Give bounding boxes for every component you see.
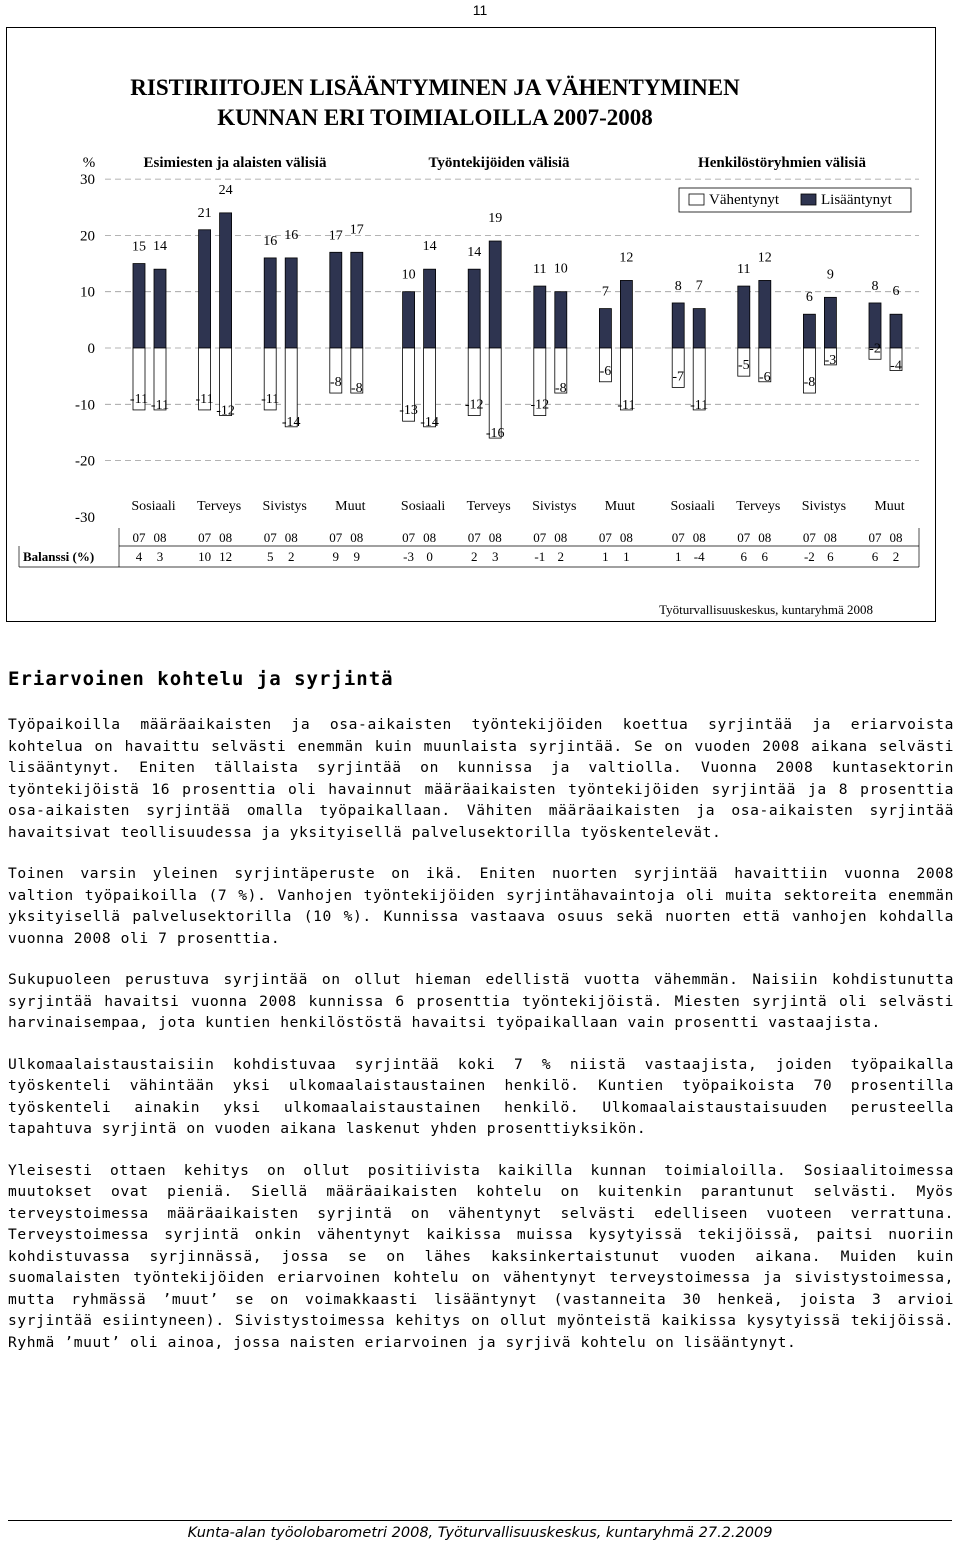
category-label: Muut	[335, 499, 366, 514]
bar-increased	[738, 286, 750, 348]
balance-value: -4	[693, 549, 705, 564]
year-label: 07	[671, 530, 685, 545]
bar-label-increased: 7	[601, 284, 609, 300]
bar-label-decreased: -12	[530, 397, 550, 413]
y-tick-label: -30	[75, 509, 95, 526]
bar-label-decreased: -16	[485, 426, 505, 442]
y-tick-label: 10	[80, 284, 95, 301]
footer: Kunta-alan työolobarometri 2008, Työturvallisuuskeskus, kuntaryhmä 27.2.2009	[187, 1525, 773, 1541]
bar-label-increased: 24	[218, 182, 233, 198]
year-label: 07	[802, 530, 816, 545]
bar-label-increased: 11	[737, 262, 751, 278]
bar-increased	[133, 264, 145, 348]
year-label: 07	[868, 530, 882, 545]
page-number: 11	[472, 2, 488, 18]
balance-value: 6	[740, 549, 748, 564]
bar-label-decreased: -7	[672, 369, 685, 385]
balance-value: 1	[623, 549, 630, 564]
bar-label-increased: 17	[328, 228, 343, 244]
paragraph-1: Työpaikoilla määräaikaisten ja osa-aikaisten työntekijöiden koettua syrjintää ja eriarvoista kohtelua on havaittu selvästi enemmän kuin muunlaista syrjintää. Se on vuoden 2008 aikana selvästi lisääntynyt. Eniten tällaista syrjintää on kunnissa ja valtiolla. Vuonna 2008 kuntasektorin työntekijöistä 16 prosenttia oli havainnut määräaikaisten työntekijöiden syrjintää ja 8 prosenttia osa-aikaisten syrjintää omalla työpaikallaan. Vähiten määräaikaisten ja osa-aikaisten syrjintää havaitsivat teollisuudessa ja yksityisellä palvelusektorilla työskentelevät.	[8, 716, 954, 841]
paragraph-5: Yleisesti ottaen kehitys on ollut positiivista kaikilla kunnan toimialoilla. Sosiaalitoimessa muutokset ovat pieniä. Siellä määräaikaisten kohtelu on kuitenkin parantunut selvästi. Myös terveystoimessa määräaikaisten syrjintä on vähentynyt selvästi edelliseen vuoteen verrattuna. Terveystoimessa syrjintä onkin vähentynyt kaikissa muissa kysytyissä tekijöissä, paitsi nuoriin kohdistuvassa syrjinnässä, jossa se on lähes kaksinkertaistunut vuoden aikana. Muiden kuin suomalaisten työntekijöiden eriarvoinen kohtelu on vähentynyt terveystoimessa ja sivistystoimessa, mutta ryhmässä ’muut’ se on voimakkaasti lisääntynyt (vastanneita 30 henkeä, joista 3 arvioi syrjintää esiintyneen). Sivistystoimessa kehitys on ollut myönteistä kaikissa kysytyissä tekijöissä. Ryhmä ’muut’ oli ainoa, jossa naisten eriarvoinen ja syrjivä kohtelu on lisääntynyt.	[8, 1161, 954, 1351]
bar-increased	[154, 269, 166, 348]
bar-label-decreased: -8	[329, 375, 342, 391]
bar-label-decreased: -11	[690, 397, 709, 413]
bar-label-decreased: -11	[195, 391, 214, 407]
year-label: 08	[619, 530, 633, 545]
year-label: 07	[198, 530, 212, 545]
balance-value: 9	[332, 549, 340, 564]
bar-label-decreased: -8	[554, 381, 567, 397]
bar-increased	[330, 252, 342, 348]
year-label: 08	[692, 530, 706, 545]
year-label: 08	[889, 530, 903, 545]
balance-value: 2	[287, 549, 295, 564]
bar-increased	[403, 292, 415, 348]
bar-label-decreased: -3	[824, 352, 837, 368]
bar-increased	[220, 213, 232, 348]
bar-label-increased: 6	[805, 290, 813, 306]
bar-label-increased: 16	[284, 227, 299, 243]
year-label: 08	[153, 530, 167, 545]
category-label: Sivistys	[532, 499, 577, 514]
paragraph-2: Toinen varsin yleinen syrjintäperuste on ikä. Eniten nuorten syrjintää havaittiin vuonna 2008 valtion työpaikoilla (7 %). Vanhojen työntekijöiden syrjintähavaintoja oli muita sektoreita enemmän yksityisellä palvelusektorilla (10 %). Kunnissa vastaava osuus sekä nuorten että vanhojen kohdalla vuonna 2008 oli 7 prosenttia.	[8, 865, 954, 947]
y-tick-label: 20	[80, 228, 95, 245]
balance-value: 5	[266, 549, 274, 564]
bar-increased	[199, 230, 211, 348]
bar-label-decreased: -14	[281, 414, 301, 430]
bar-label-decreased: -4	[890, 358, 902, 374]
bar-increased	[620, 280, 632, 348]
balance-value: 6	[871, 549, 879, 564]
bar-label-decreased: -6	[599, 363, 612, 379]
bar-label-increased: 12	[619, 250, 634, 266]
balance-value: 3	[156, 549, 164, 564]
bar-label-decreased: -11	[617, 397, 636, 413]
bar-label-decreased: -2	[869, 341, 881, 357]
balance-value: 3	[491, 549, 499, 564]
year-label: 08	[219, 530, 233, 545]
balance-value: 10	[198, 549, 212, 564]
bar-increased	[824, 297, 836, 348]
bar-label-increased: 16	[263, 233, 278, 249]
bar-label-decreased: -8	[350, 381, 363, 397]
year-label: 07	[132, 530, 146, 545]
category-label: Sivistys	[801, 499, 847, 514]
bar-label-decreased: -12	[464, 397, 484, 413]
bar-label-decreased: -5	[737, 358, 750, 374]
year-label: 07	[598, 530, 612, 545]
bar-increased	[890, 314, 902, 348]
bar-increased	[555, 292, 567, 348]
bar-increased	[693, 309, 705, 348]
bar-increased	[285, 258, 297, 348]
balance-value: 6	[827, 549, 834, 564]
balance-value: 4	[135, 549, 143, 564]
bar-label-decreased: -13	[399, 403, 418, 419]
bar-label-increased: 6	[892, 284, 900, 300]
bar-label-increased: 19	[488, 211, 503, 227]
group-label: Esimiesten ja alaisten välisiä	[143, 155, 327, 171]
category-label: Muut	[874, 499, 905, 514]
group-label: Työntekijöiden välisiä	[428, 155, 570, 171]
footer-rule	[8, 1520, 952, 1521]
category-label: Sosiaali	[131, 499, 176, 514]
year-label: 07	[737, 530, 751, 545]
y-axis-label: %	[82, 155, 96, 171]
category-label: Terveys	[736, 499, 781, 514]
y-tick-label: -20	[75, 453, 95, 470]
balance-value: 6	[761, 549, 769, 564]
legend-swatch-increased	[801, 194, 816, 205]
bar-label-increased: 17	[349, 222, 364, 238]
bar-label-increased: 7	[695, 278, 703, 294]
bar-increased	[489, 241, 501, 348]
bar-label-decreased: -11	[150, 397, 170, 413]
bar-label-increased: 21	[197, 205, 212, 221]
balance-value: -1	[534, 549, 546, 564]
bar-increased	[264, 258, 276, 348]
year-label: 07	[263, 530, 277, 545]
category-label: Sosiaali	[400, 499, 446, 514]
bar-increased	[803, 314, 815, 348]
category-label: Muut	[604, 499, 636, 514]
year-label: 07	[533, 530, 547, 545]
bar-label-decreased: -6	[758, 369, 771, 385]
bar-label-decreased: -14	[420, 414, 439, 430]
paragraph-3: Sukupuoleen perustuva syrjintää on ollut hieman edellistä vuotta vähemmän. Naisiin kohdistunutta syrjintää havaitsi vuonna 2008 kunnissa 6 prosenttia työntekijöistä. Miesten syrjintä oli selvästi harvinaisempaa, jota kuntien henkilöstöstä havaitsi työpaikallaan vain prosentti vastaajista.	[8, 971, 954, 1031]
bar-label-increased: 14	[422, 239, 437, 255]
bar-label-increased: 8	[674, 278, 682, 294]
chart-title-line1: RISTIRIITOJEN LISÄÄNTYMINEN JA VÄHENTYMINEN	[130, 75, 740, 100]
bar-label-increased: 14	[467, 245, 482, 261]
balance-value: 12	[219, 549, 233, 564]
section-title: Eriarvoinen kohtelu ja syrjintä	[8, 668, 394, 690]
balance-row-label: Balanssi (%)	[23, 549, 95, 564]
bar-label-decreased: -12	[216, 403, 235, 419]
balance-value: 2	[892, 549, 900, 564]
chart-title-line2: KUNNAN ERI TOIMIALOILLA 2007-2008	[217, 105, 653, 130]
balance-value: 0	[426, 549, 433, 564]
year-label: 08	[758, 530, 772, 545]
bar-increased	[759, 280, 771, 348]
bar-label-increased: 12	[757, 250, 772, 266]
bar-label-increased: 9	[826, 267, 834, 283]
chart-source: Työturvallisuuskeskus, kuntaryhmä 2008	[659, 602, 873, 617]
y-tick-label: 0	[87, 341, 95, 357]
bar-decreased	[489, 348, 501, 438]
balance-value: 1	[602, 549, 609, 564]
year-label: 07	[467, 530, 481, 545]
bar-label-increased: 11	[533, 262, 547, 278]
legend-swatch-decreased	[689, 194, 704, 205]
bar-increased	[424, 269, 436, 348]
bar-label-increased: 14	[153, 239, 167, 255]
bar-increased	[534, 286, 546, 348]
bar-label-increased: 8	[871, 278, 879, 294]
year-label: 07	[402, 530, 416, 545]
bar-label-increased: 15	[132, 239, 146, 255]
bar-label-decreased: -8	[803, 375, 816, 391]
bar-increased	[672, 303, 684, 348]
paragraph-4: Ulkomaalaistaustaisiin kohdistuvaa syrjintää koki 7 % niistä vastaajista, joiden työpaikalla työskenteli vähintään yksi ulkomaalaistaustainen henkilö. Kuntien työpaikoista 70 prosentilla työskenteli ainakin yksi ulkomaalaistaustainen henkilö. Ulkomaalaistaustaisuuden perusteella tapahtuva syrjintä on vuoden aikana laskenut yhden prosenttiyksikön.	[8, 1055, 954, 1137]
bar-label-decreased: -11	[261, 391, 280, 407]
balance-value: -3	[403, 549, 415, 564]
y-tick-label: 30	[80, 172, 95, 189]
category-label: Terveys	[197, 499, 242, 514]
bar-increased	[599, 309, 611, 348]
chart-svg	[7, 28, 935, 620]
bar-label-increased: 10	[553, 261, 568, 277]
year-label: 08	[823, 530, 837, 545]
bar-increased	[468, 269, 480, 348]
year-label: 08	[423, 530, 437, 545]
year-label: 08	[350, 530, 364, 545]
balance-value: 2	[470, 549, 478, 564]
bar-label-increased: 10	[401, 267, 416, 283]
year-label: 07	[329, 530, 343, 545]
y-tick-label: -10	[75, 397, 95, 414]
category-label: Sivistys	[262, 499, 307, 514]
chart-figure	[6, 27, 936, 622]
bar-label-decreased: -11	[129, 391, 149, 407]
year-label: 08	[554, 530, 568, 545]
balance-value: 9	[353, 549, 361, 564]
balance-value: 2	[557, 549, 565, 564]
year-label: 08	[284, 530, 298, 545]
legend-label-decreased: Vähentynyt	[709, 192, 779, 208]
category-label: Sosiaali	[670, 499, 715, 514]
balance-value: -2	[803, 549, 815, 564]
body-text	[8, 714, 954, 1373]
balance-value: 1	[674, 549, 682, 564]
bar-increased	[351, 252, 363, 348]
group-label: Henkilöstöryhmien välisiä	[698, 155, 866, 171]
category-label: Terveys	[466, 499, 511, 514]
legend-label-increased: Lisääntynyt	[821, 192, 892, 208]
year-label: 08	[488, 530, 502, 545]
